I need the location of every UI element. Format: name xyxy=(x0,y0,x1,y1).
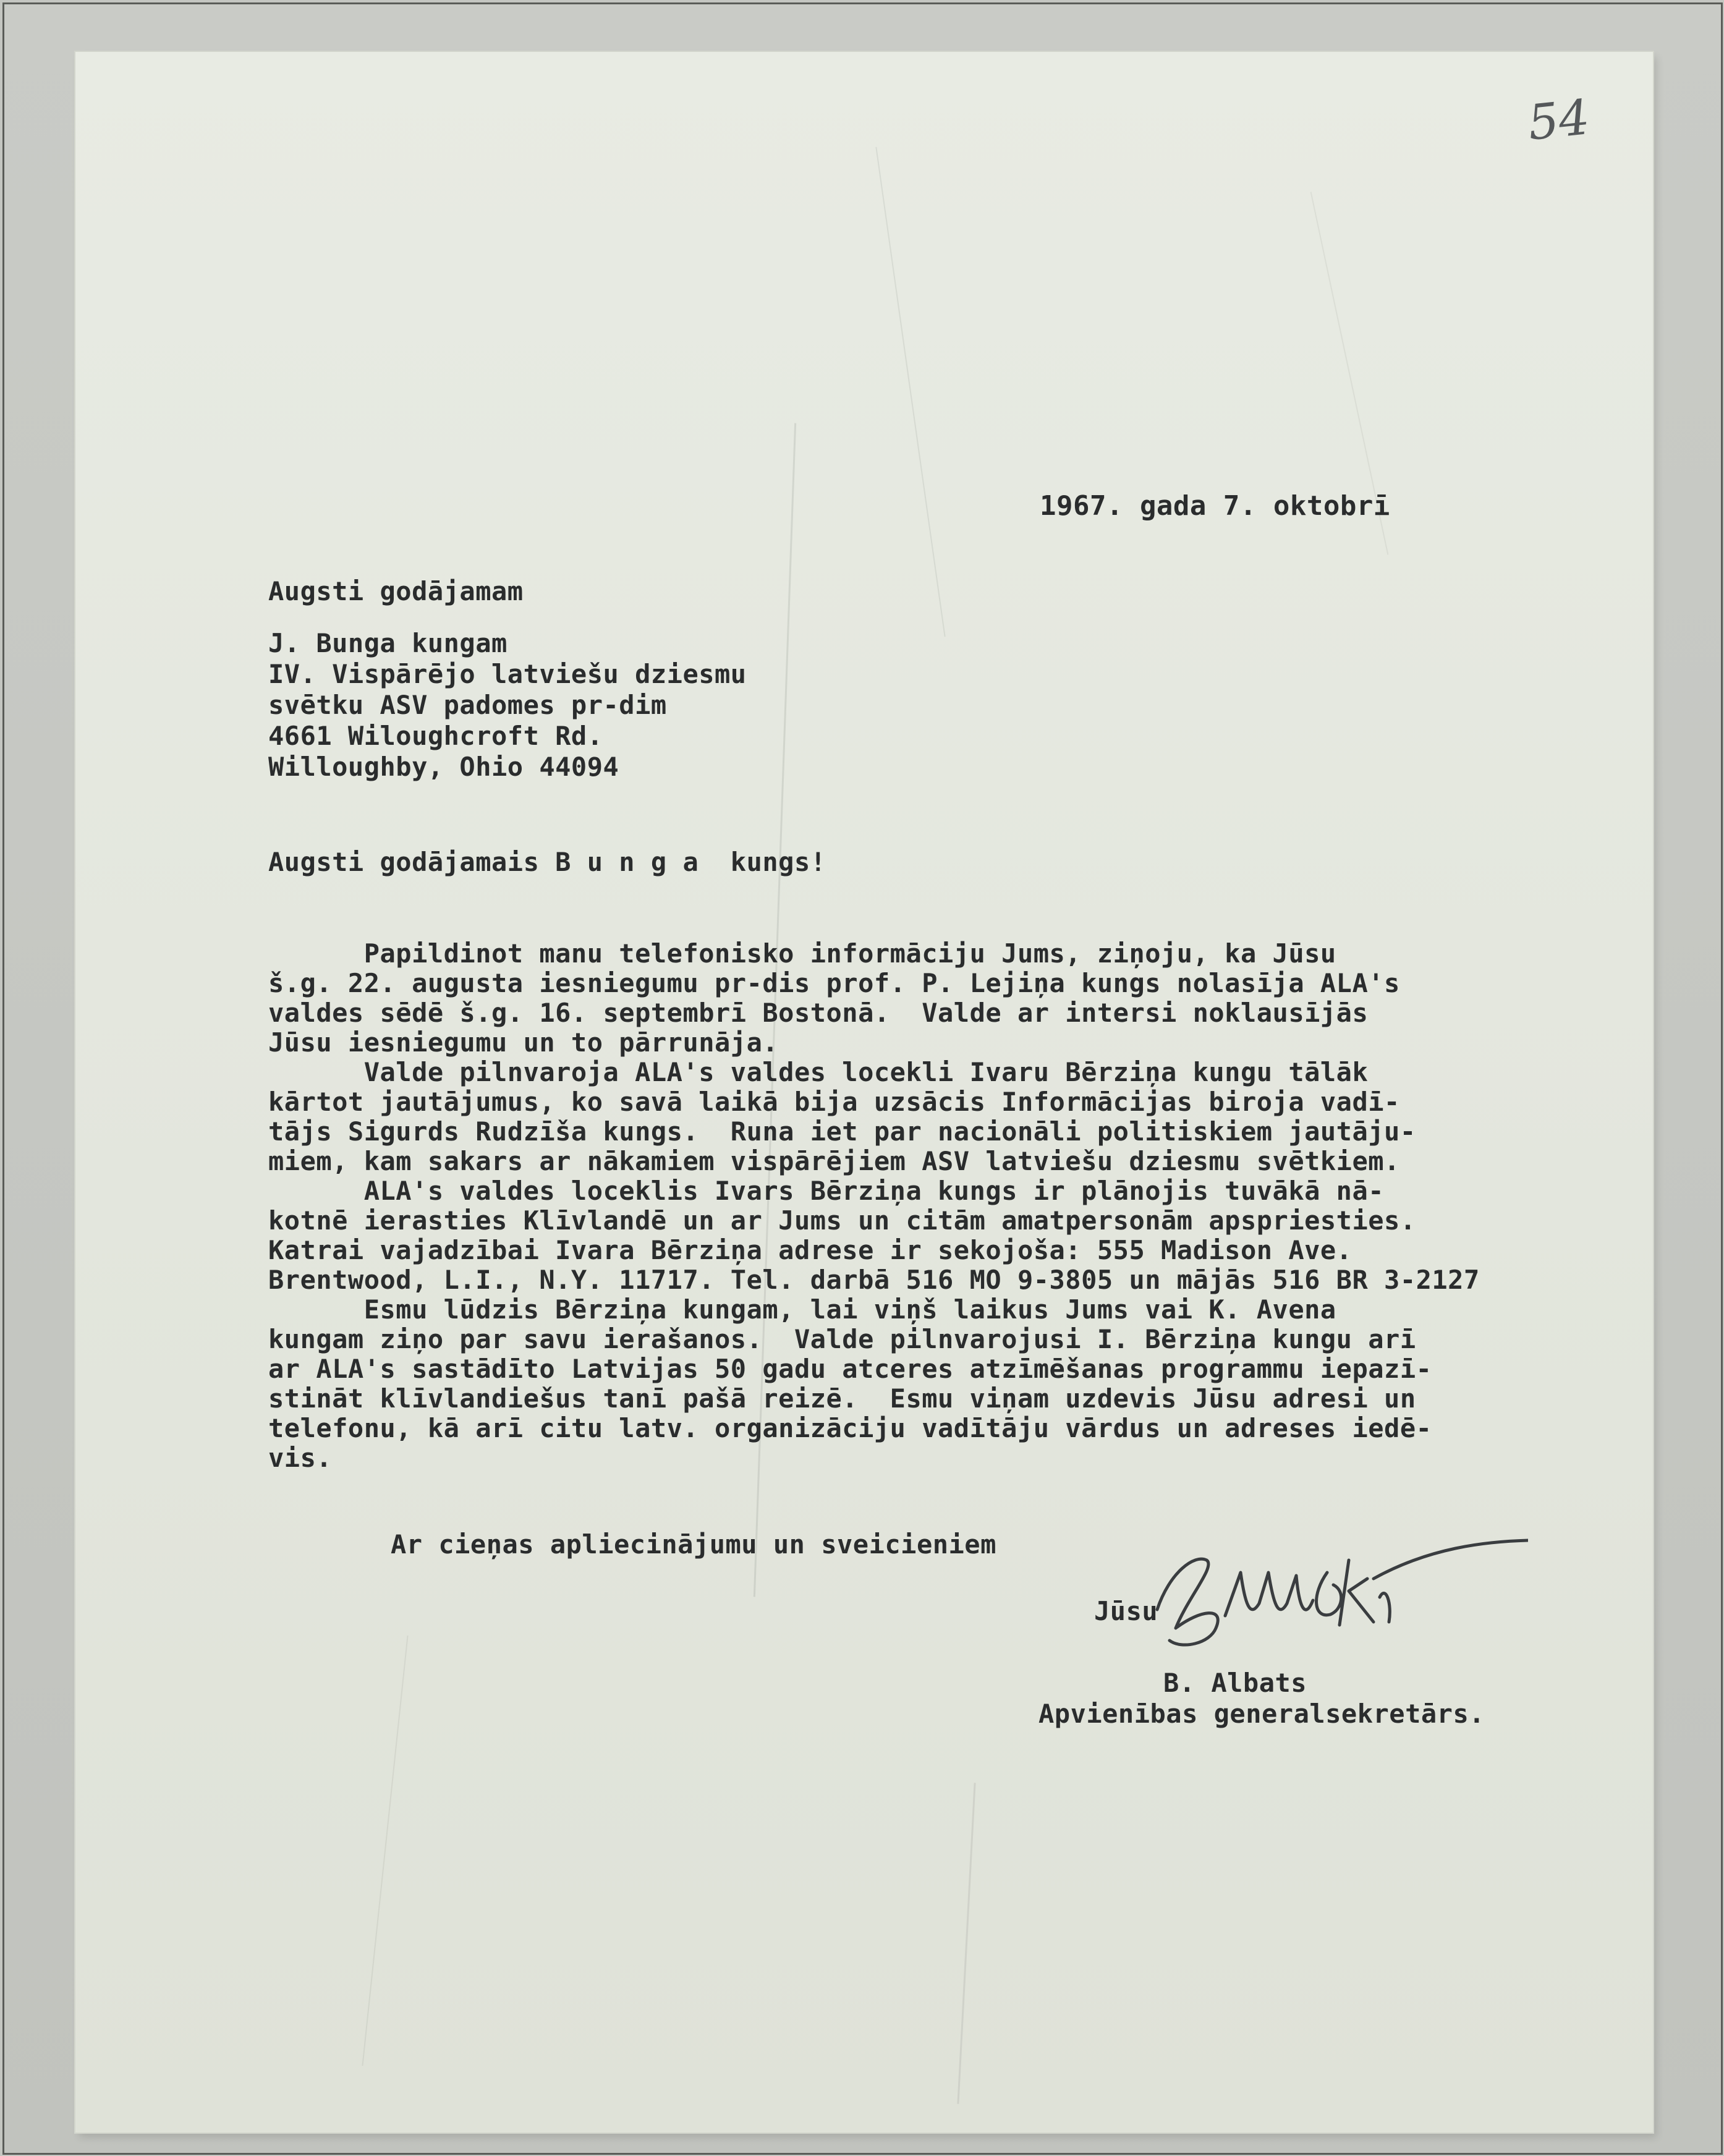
body-line: valdes sēdē š.g. 16. septembrī Bostonā. Valde ar intersi noklausījās xyxy=(268,998,1369,1028)
crease-line xyxy=(362,1636,408,2066)
body-line: vis. xyxy=(268,1443,333,1473)
body-line: š.g. 22. augusta iesniegumu pr-dis prof. P. Lejiņa kungs nolasīja ALA's xyxy=(268,968,1400,998)
body-line: ar ALA's sastādīto Latvijas 50 gadu atceres atzīmēšanas programmu iepazī- xyxy=(268,1354,1432,1384)
body-line: Esmu lūdzis Bērziņa kungam, lai viņš laikus Jums vai K. Avena xyxy=(268,1294,1336,1325)
body-line: Jūsu iesniegumu un to pārrunāja. xyxy=(268,1027,779,1058)
handwritten-page-number: 54 xyxy=(1525,90,1592,151)
crease-line xyxy=(957,1783,975,2103)
recipient-line: IV. Vispārējo latviešu dziesmu xyxy=(268,659,747,689)
body-line: ALA's valdes loceklis Ivars Bērziņa kungs ir plānojis tuvākā nā- xyxy=(268,1176,1385,1206)
closing-yours: Jūsu xyxy=(1094,1596,1158,1626)
body-line: Katrai vajadzībai Ivara Bērziņa adrese ir sekojoša: 555 Madison Ave. xyxy=(268,1235,1352,1265)
body-line: kotnē ierasties Klīvlandē un ar Jums un citām amatpersonām apspriesties. xyxy=(268,1205,1416,1236)
closing-regards: Ar cieņas apliecinājumu un sveicieniem xyxy=(391,1529,996,1560)
body-line: telefonu, kā arī citu latv. organizāciju vadītāju vārdus un adreses iedē- xyxy=(268,1413,1432,1443)
recipient-line: 4661 Wiloughcroft Rd. xyxy=(268,721,603,751)
recipient-line: Willoughby, Ohio 44094 xyxy=(268,752,619,782)
signer-title: Apvienības generalsekretārs. xyxy=(1038,1699,1485,1729)
recipient-line: svētku ASV padomes pr-dim xyxy=(268,690,667,720)
body-line: tājs Sigurds Rudzīša kungs. Runa iet par nacionāli politiskiem jautāju- xyxy=(268,1116,1416,1147)
body-line: Brentwood, L.I., N.Y. 11717. Tel. darbā 516 MO 9-3805 un mājās 516 BR 3-2127 xyxy=(268,1265,1480,1295)
body-line: miem, kam sakars ar nākamiem vispārējiem ASV latviešu dziesmu svētkiem. xyxy=(268,1146,1400,1176)
recipient-line: J. Bunga kungam xyxy=(268,628,507,658)
body-line: kungam ziņo par savu ierašanos. Valde pilnvarojusi I. Bērziņa kungu arī xyxy=(268,1324,1416,1354)
crease-line xyxy=(875,147,945,637)
salutation: Augsti godājamais B u n g a kungs! xyxy=(268,847,826,877)
body-line: kārtot jautājumus, ko savā laikā bija uzsācis Informācijas biroja vadī- xyxy=(268,1087,1400,1117)
body-line: Papildinot manu telefonisko informāciju Jums, ziņoju, ka Jūsu xyxy=(268,938,1336,969)
signer-name: B. Albats xyxy=(1163,1668,1307,1698)
recipient-greeting: Augsti godājamam xyxy=(268,576,524,606)
letter-sheet xyxy=(75,52,1653,2133)
body-line: stināt klīvlandiešus tanī pašā reizē. Esmu viņam uzdevis Jūsu adresi un xyxy=(268,1383,1416,1414)
letter-date: 1967. gada 7. oktobrī xyxy=(1040,490,1390,522)
body-line: Valde pilnvaroja ALA's valdes locekli Ivaru Bērziņa kungu tālāk xyxy=(268,1057,1369,1087)
